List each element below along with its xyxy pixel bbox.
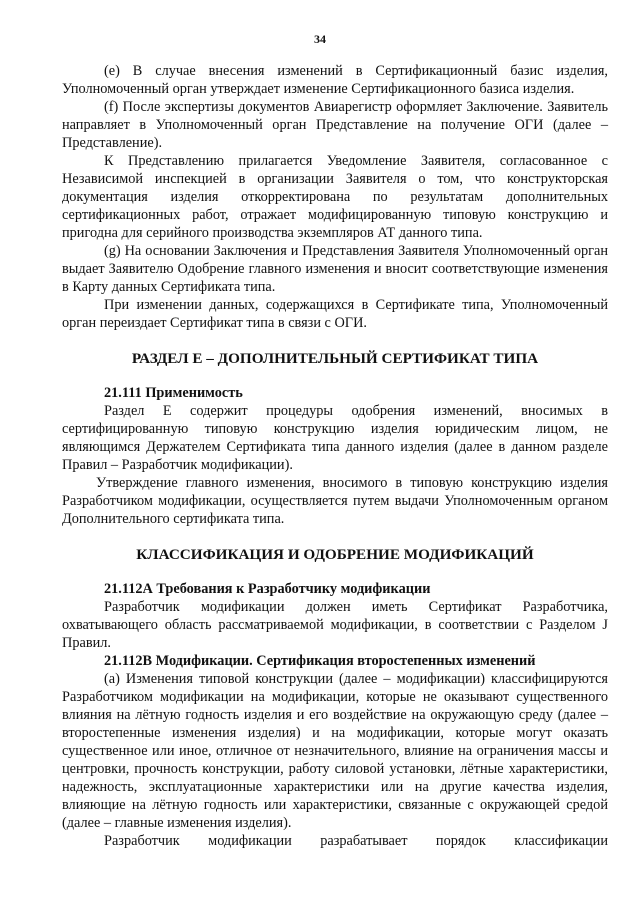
paragraph-g: (g) На основании Заключения и Представления Заявителя Уполномоченный орган выдает Заявителю Одобрение главного изменения и вносит соответствующие изменения в Карту данных Сертификата типа. bbox=[62, 243, 608, 295]
classification-heading: КЛАССИФИКАЦИЯ И ОДОБРЕНИЕ МОДИФИКАЦИЙ bbox=[136, 546, 534, 563]
section-21-111-paragraph-2: Утверждение главного изменения, вносимого в типовую конструкцию изделия Разработчиком модификации, осуществляется путем выдачи Уполномоченным органом Дополнительного сертификата типа. bbox=[62, 475, 608, 527]
section-21-112a-paragraph: Разработчик модификации должен иметь Сертификат Разработчика, охватывающего область рассматриваемой модификации, в соответствии с Разделом J Правил. bbox=[62, 599, 608, 651]
section-21-112b-title: 21.112В Модификации. Сертификация второстепенных изменений bbox=[104, 653, 536, 669]
paragraph-notification: К Представлению прилагается Уведомление Заявителя, согласованное с Независимой инспекцией в организации Заявителя о том, что конструкторская документация изделия откорректирована по результатам дополнительных сертификационных работ, отражает модифицированную типовую конструкцию и пригодна для серийного производства экземпляров АТ данного типа. bbox=[62, 153, 608, 241]
section-21-112b-paragraph-continued: Разработчик модификации разрабатывает порядок классификации bbox=[104, 833, 608, 849]
paragraph-e: (e) В случае внесения изменений в Сертификационный базис изделия, Уполномоченный орган утверждает изменение Сертификационного базиса изделия. bbox=[62, 63, 608, 97]
section-21-112a-title: 21.112А Требования к Разработчику модификации bbox=[104, 581, 431, 597]
section-e-heading: РАЗДЕЛ Е – ДОПОЛНИТЕЛЬНЫЙ СЕРТИФИКАТ ТИПА bbox=[131, 350, 539, 367]
section-21-111-paragraph-1: Раздел Е содержит процедуры одобрения изменений, вносимых в сертифицированную типовую конструкцию изделия юридическим лицом, не являющимся Держателем Сертификата типа данного изделия (далее в данном разделе Правил – Разработчик модификации). bbox=[62, 403, 608, 473]
paragraph-f: (f) После экспертизы документов Авиарегистр оформляет Заключение. Заявитель направляет в Уполномоченный орган Представление на получение ОГИ (далее – Представление). bbox=[62, 99, 608, 151]
section-21-111-title: 21.111 Применимость bbox=[104, 385, 243, 401]
page-content bbox=[62, 62, 608, 850]
paragraph-reissue: При изменении данных, содержащихся в Сертификате типа, Уполномоченный орган переиздает Сертификат типа в связи с ОГИ. bbox=[62, 297, 608, 331]
section-21-112b-paragraph-a: (a) Изменения типовой конструкции (далее – модификации) классифицируются Разработчиком модификации на модификации, которые не оказывают существенного влияния на лётную годность изделия и его воздействие на окружающую среду (далее – второстепенные изменения изделия) и на модификации, которые могут оказать существенное или иное, отличное от незначительного, влияние на ограничения массы и центровки, прочность конструкции, работу силовой установки, лётные характеристики, надежность, эксплуатационные характеристики или на другие качества изделия, влияющие на лётную годность или характеристики, связанные с окружающей средой (далее – главные изменения изделия). bbox=[62, 671, 608, 831]
page-number: 34 bbox=[314, 32, 326, 46]
